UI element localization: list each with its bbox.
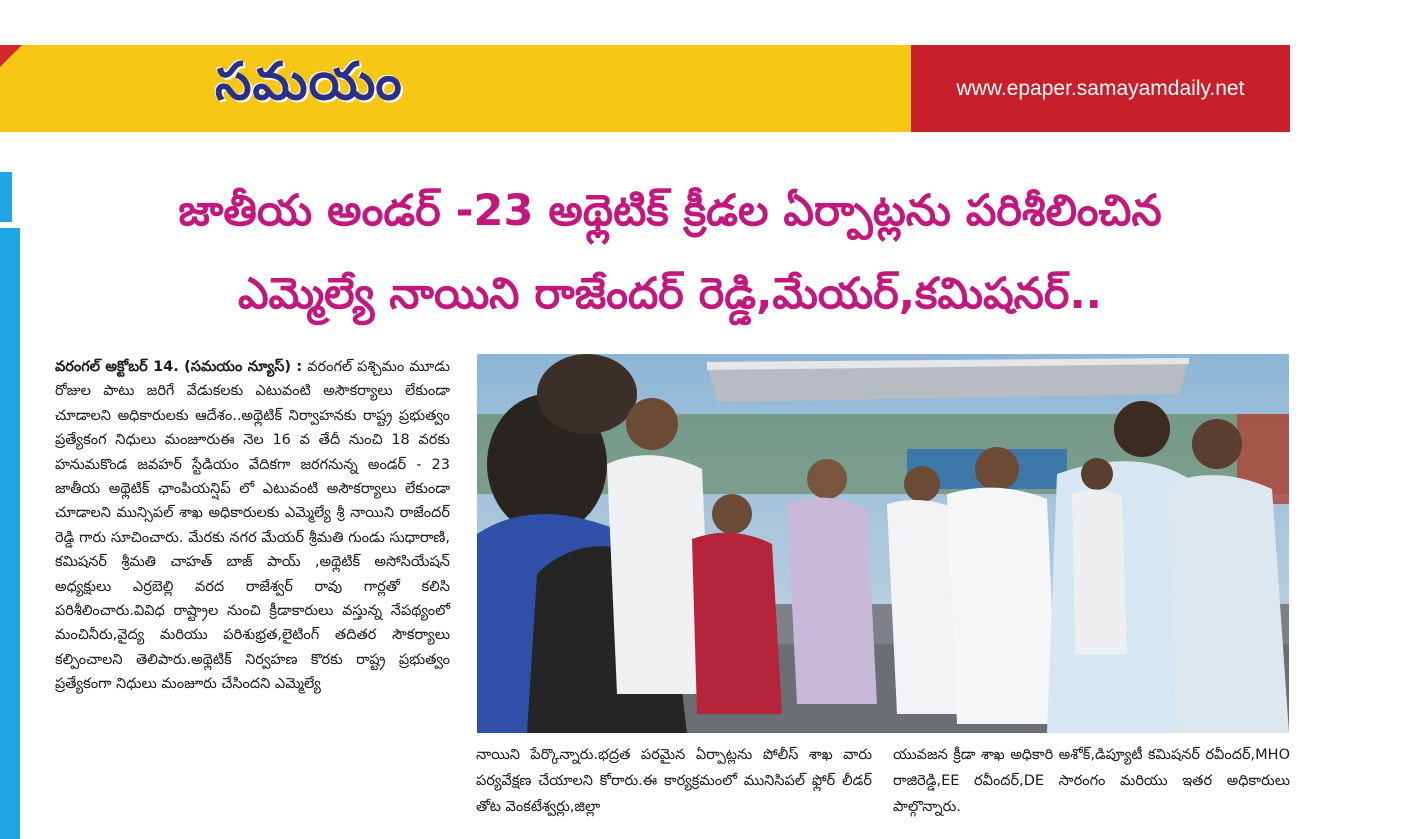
side-accent-stripe <box>0 228 20 839</box>
article-column-3: యువజన క్రీడా శాఖ అధికారి అశోక్,డిప్యూటీ కమిషనర్ రవీందర్,MHO రాజిరెడ్డి,EE రవీందర్,DE సారంగం మరియు ఇతర అధికారులు పాల్గొన్నారు. <box>893 747 1290 815</box>
headline-line-1: జాతీయ అండర్ -23 అథ్లెటిక్ క్రీడల ఏర్పాట్లను పరిశీలించిన <box>178 186 1162 236</box>
article-column-1 <box>55 355 450 697</box>
newspaper-logo: సమయం <box>215 52 403 112</box>
epaper-url[interactable]: www.epaper.samayamdaily.net <box>911 45 1290 132</box>
group-photo-icon <box>477 354 1289 733</box>
news-photo <box>477 354 1289 733</box>
article-dateline: వరంగల్ అక్టోబర్ 14. (సమయం న్యూస్) : <box>55 359 303 375</box>
headline-line-2: ఎమ్మెల్యే నాయిని రాజేందర్ రెడ్డి,మేయర్,కమిషనర్.. <box>237 269 1103 319</box>
article-body-1: వరంగల్ పశ్చిమం మూడు రోజుల పాటు జరిగే వేడుకలకు ఎటువంటి అసౌకర్యాలు లేకుండా చూడాలని అధికారులకు ఆదేశం..అథ్లెటిక్ నిర్వాహనకు రాష్ట్ర ప్రభుత్వం ప్రత్యేకంగ నిధులు మంజూరుఈ నెల 16 వ తేదీ నుంచి 18 వరకు హనుమకొండ జవహర్ స్టేడియం వేదికగా జరగనున్న అండర్ - 23 జాతీయ అథ్లెటిక్ ఛాంపియన్షిప్ లో ఎటువంటి అసౌకర్యాలు లేకుండా చూడాలని మున్సిపల్ శాఖ అధికారులకు ఎమ్మెల్యే శ్రీ నాయిని రాజేందర్ రెడ్డి గారు సూచించారు. మేరకు నగర మేయర్ శ్రీమతి గుండు సుధారాణి, కమిషనర్ శ్రీమతి చాహత్ బాజ్ పాయ్ ,అథ్లెటిక్ అసోసియేషన్ అధ్యక్షులు ఎర్రబెల్లి వరద రాజేశ్వర్ రావు గార్లతో కలిసి పరిశీలించారు.వివిధ రాష్ట్రాల నుంచి క్రీడాకారులు వస్తున్న నేపథ్యంలో మంచినీరు,వైద్య మరియు పరిశుభ్రత,లైటింగ్ తదితర సౌకర్యాలు కల్పించాలని తెలిపారు.అథ్లెటిక్ నిర్వహణ కొరకు రాష్ట్ర ప్రభుత్వం ప్రత్యేకంగా నిధులు మంజూరు చేసిందని ఎమ్మెల్యే <box>55 359 450 693</box>
masthead-corner <box>0 45 22 67</box>
side-accent-top <box>0 172 12 222</box>
article-column-2: నాయిని పేర్కొన్నారు.భద్రత పరమైన ఏర్పాట్లను పోలీస్ శాఖ వారు పర్యవేక్షణ చేయాలని కోరారు.ఈ కార్యక్రమంలో మునిసిపల్ ఫ్లోర్ లీడర్ తోట వెంకటేశ్వర్లు,జిల్లా <box>476 747 872 815</box>
